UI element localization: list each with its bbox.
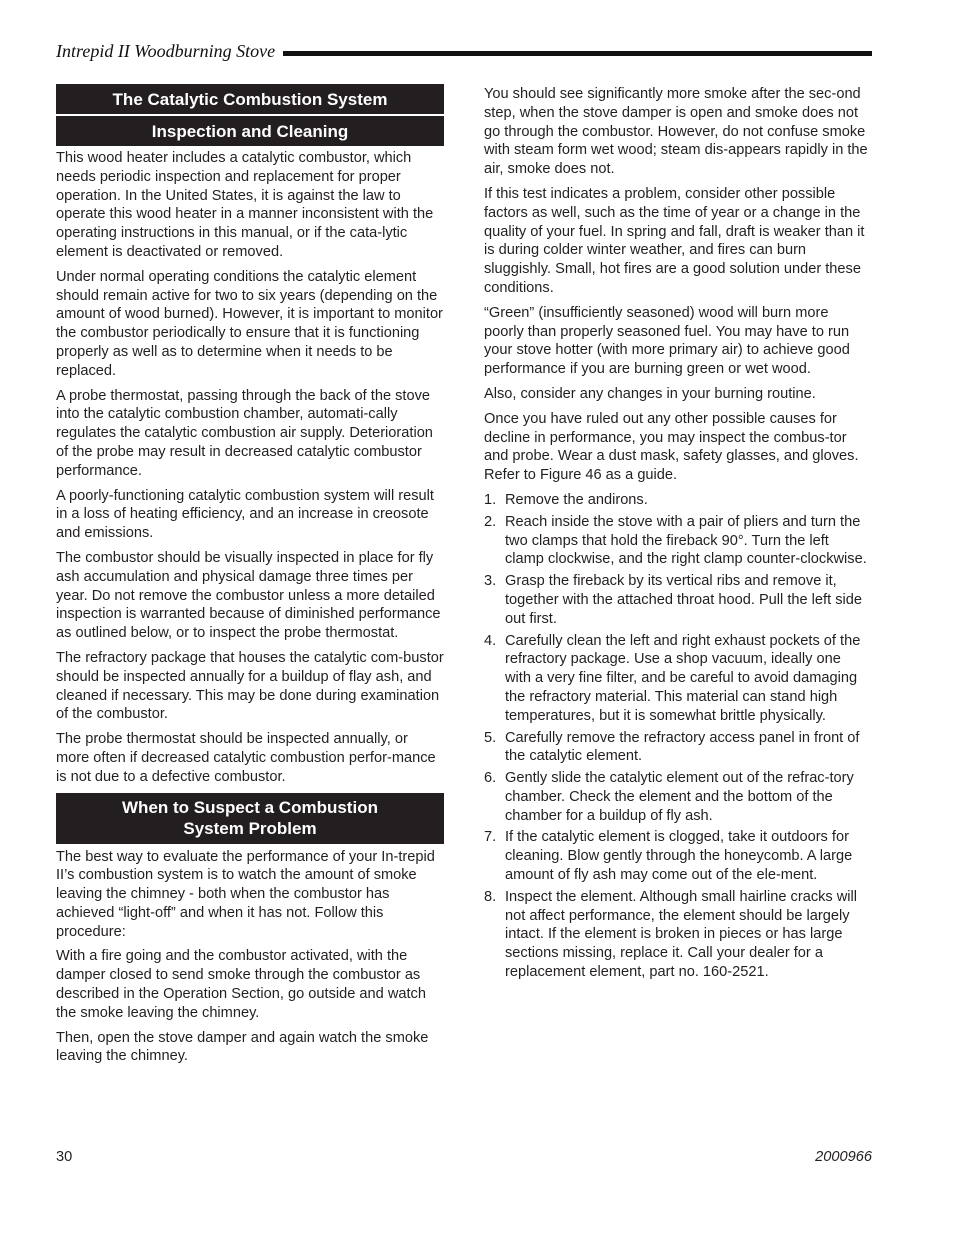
paragraph: A probe thermostat, passing through the back of the stove into the catalytic combustion chamber, automati-cally regulates the catalytic combustion air supply. Deterioration of the probe may result in decreased catalytic combustor performance. — [56, 387, 433, 479]
step-text: Grasp the fireback by its vertical ribs and remove it, together with the attached throat hood. Pull the left side out first. — [505, 573, 862, 627]
paragraph: The probe thermostat should be inspected annually, or more often if decreased catalytic combustion perfor-mance is not due to a defective combustor. — [56, 731, 436, 785]
right-column — [484, 85, 870, 985]
step-text: Remove the andirons. — [505, 491, 648, 508]
heading-catalytic-system: The Catalytic Combustion System — [56, 84, 444, 114]
paragraph: A poorly-functioning catalytic combustion system will result in a loss of heating efficiency, and an increase in creosote and emissions. — [56, 487, 434, 542]
paragraph: The best way to evaluate the performance of your In-trepid II’s combustion system is to watch the amount of smoke leaving the chimney - both when the combustor has achieved “light-off” and when it has not. Follow this procedure: — [56, 848, 435, 940]
section-heading-catalytic — [56, 84, 444, 146]
step-number: 6. — [484, 770, 497, 787]
paragraph: With a fire going and the combustor activated, with the damper closed to send smoke through the combustor as described in the Operation Section, go outside and watch the smoke leaving the chimney. — [56, 948, 426, 1021]
paragraph: If this test indicates a problem, consider other possible factors as well, such as the time of year or a change in the quality of your fuel. In spring and fall, draft is weaker than it is during colder winter weather, and fires can burn sluggishly. Small, hot fires are a good solution under these conditions. — [484, 185, 865, 296]
procedure-steps — [484, 491, 870, 982]
heading-suspect-line2: System Problem — [183, 819, 317, 838]
step-text: Carefully remove the refractory access panel in front of the catalytic element. — [505, 729, 860, 765]
list-item — [484, 513, 870, 569]
running-header — [56, 38, 872, 64]
paragraph: The refractory package that houses the catalytic com-bustor should be inspected annually for a buildup of flay ash, and cleaned if necessary. This may be done during examination of the combustor. — [56, 649, 444, 723]
heading-suspect-problem — [56, 793, 444, 844]
step-number: 3. — [484, 573, 497, 590]
paragraph: Under normal operating conditions the catalytic element should remain active for two to six years (depending on the amount of wood burned). However, it is important to monitor the combustor periodically to ensure that it is functioning properly as well as to determine when it needs to be replaced. — [56, 268, 443, 379]
paragraph: Then, open the stove damper and again watch the smoke leaving the chimney. — [56, 1029, 429, 1065]
heading-suspect-line1: When to Suspect a Combustion — [122, 797, 378, 817]
left-column — [56, 84, 444, 1072]
step-text: Inspect the element. Although small hairline cracks will not affect performance, the element should be largely intact. If the element is broken in pieces or has large sections missing, replace it. Call your dealer for a replacement element, part no. 160-2521. — [505, 888, 858, 981]
list-item — [484, 572, 870, 628]
paragraph: The combustor should be visually inspected in place for fly ash accumulation and physical damage three times per year. Do not remove the combustor unless a more detailed inspection is warranted because of diminished performance as outlined below, or to inspect the probe thermostat. — [56, 549, 441, 642]
paragraph: “Green” (insufficiently seasoned) wood will burn more poorly than properly seasoned fuel. You may have to run your stove hotter (with more primary air) to achieve good performance if you are burning green or wet wood. — [484, 304, 850, 378]
step-number: 1. — [484, 491, 497, 508]
step-number: 5. — [484, 729, 497, 746]
step-number: 4. — [484, 632, 497, 649]
step-number: 8. — [484, 888, 497, 905]
list-item — [484, 729, 870, 767]
list-item — [484, 491, 870, 510]
step-number: 7. — [484, 829, 497, 846]
step-number: 2. — [484, 513, 497, 530]
step-text: Carefully clean the left and right exhaust pockets of the refractory package. Use a shop vacuum, ideally one with a very fine filter, and be careful to avoid damaging the refractory material. This material can stand high temperatures, but it is somewhat brittle physically. — [505, 632, 861, 724]
list-item — [484, 828, 870, 884]
paragraph: Once you have ruled out any other possible causes for decline in performance, you may inspect the combus-tor and probe. Wear a dust mask, safety glasses, and gloves. Refer to Figure 46 as a guide. — [484, 410, 859, 484]
document-number: 2000966 — [815, 1149, 872, 1165]
page-number: 30 — [56, 1149, 73, 1165]
list-item — [484, 888, 870, 982]
paragraph: Also, consider any changes in your burning routine. — [484, 385, 816, 402]
step-text: Reach inside the stove with a pair of pliers and turn the two clamps that hold the fireback 90°. Turn the left clamp clockwise, and the right clamp counter-clockwise. — [505, 513, 867, 568]
paragraph: This wood heater includes a catalytic combustor, which needs periodic inspection and replacement for proper operation. In the United States, it is against the law to operate this wood heater in a manner inconsistent with the operating instructions in this manual, or if the cata-lytic element is deactivated or removed. — [56, 150, 434, 260]
manual-title: Intrepid II Woodburning Stove — [56, 40, 276, 61]
header-rule — [283, 51, 872, 56]
heading-inspection-cleaning: Inspection and Cleaning — [56, 116, 444, 146]
step-text: Gently slide the catalytic element out of the refrac-tory chamber. Check the element and the bottom of the chamber for a buildup of fly ash. — [505, 770, 854, 824]
list-item — [484, 632, 870, 726]
list-item — [484, 769, 870, 825]
paragraph: You should see significantly more smoke after the sec-ond step, when the stove damper is open and smoke does not go through the combustor. However, do not confuse smoke with steam form wet wood; steam dis-appears rapidly in the air, smoke does not. — [484, 86, 868, 178]
step-text: If the catalytic element is clogged, take it outdoors for cleaning. Blow gently through the honeycomb. A large amount of fly ash may come out of the ele-ment. — [505, 829, 853, 884]
